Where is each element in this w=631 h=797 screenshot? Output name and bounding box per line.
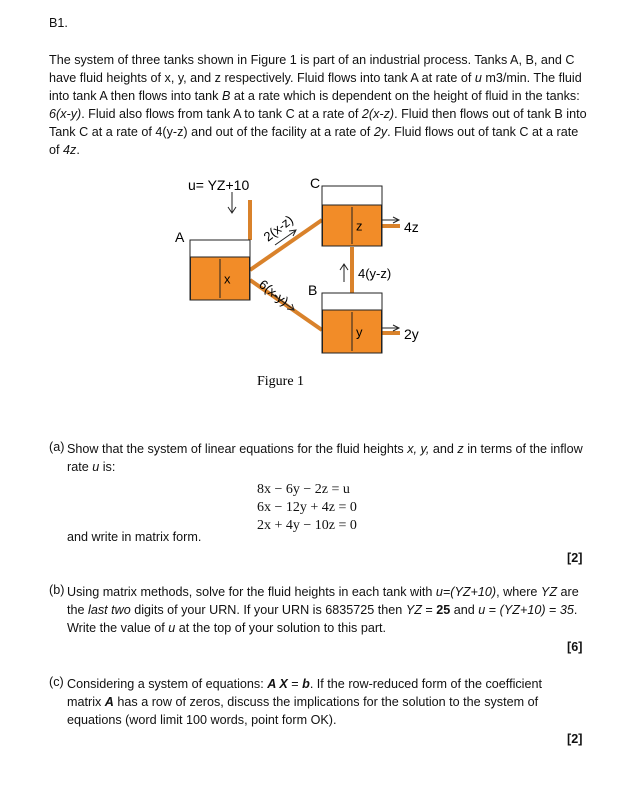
text-segment: =: [287, 677, 303, 691]
text-segment: at a rate which is dependent on the height of fluid in the tanks:: [230, 89, 580, 103]
text-segment: u: [92, 460, 100, 474]
text-segment: B: [221, 89, 231, 103]
part-b-text: [67, 583, 587, 637]
part-c-label: (c): [49, 675, 64, 689]
text-segment: digits of your URN. If your URN is 6835725 then: [130, 603, 406, 617]
text-segment: A X: [267, 677, 288, 691]
arrow-b-c-icon: [340, 264, 348, 282]
inflow-arrow-icon: [228, 192, 236, 213]
part-c-text: [67, 675, 577, 729]
text-segment: YZ: [540, 585, 558, 599]
text-segment: . If the row-reduced form of the coefficient matrix: [67, 677, 542, 709]
text-segment: A: [104, 695, 114, 709]
inflow-label: u= YZ+10: [188, 177, 250, 193]
text-segment: b: [302, 677, 310, 691]
text-segment: . Write the value of: [67, 603, 578, 635]
text-segment: 35: [559, 603, 574, 617]
part-c-marks: [2]: [567, 732, 583, 746]
flow-a-c-label: 2(x-z): [260, 212, 297, 245]
text-segment: , where: [496, 585, 541, 599]
tank-c-height-label: z: [356, 218, 363, 234]
text-segment: m3/min. The fluid into tank A then flows into tank: [49, 71, 582, 103]
text-segment: (YZ+10): [499, 603, 546, 617]
text-segment: . Fluid flows out of tank C at a rate of: [49, 125, 579, 157]
text-segment: 6(x-y): [49, 107, 82, 121]
text-segment: u=(YZ+10): [435, 585, 497, 599]
text-segment: has a row of zeros, discuss the implications for the solution to the system of equations (word limit 100 words, point form OK).: [67, 695, 539, 727]
equation-3: 2x + 4y − 10z = 0: [257, 518, 357, 533]
text-segment: 2y: [373, 125, 388, 139]
tank-a-height-label: x: [224, 271, 231, 287]
text-segment: 25: [436, 603, 451, 617]
text-segment: x, y,: [407, 442, 430, 456]
text-segment: .: [76, 143, 80, 157]
text-segment: . Fluid also flows from tank A to tank C at a rate of: [81, 107, 362, 121]
text-segment: last two: [88, 603, 131, 617]
text-segment: =: [545, 603, 560, 617]
flow-a-b-label: 6(x-y): [256, 276, 292, 309]
outflow-c-arrow-icon: [382, 217, 399, 223]
equation-system: [257, 481, 357, 535]
part-b-marks: [6]: [567, 640, 583, 654]
intro-paragraph: [49, 51, 589, 159]
text-segment: z: [457, 442, 464, 456]
tank-c-label: C: [310, 175, 321, 191]
part-a-marks: [2]: [567, 551, 583, 565]
tank-b-label: B: [308, 282, 318, 298]
text-segment: at the top of your solution to this part.: [175, 621, 387, 635]
part-a-text: [67, 440, 587, 476]
outflow-b-label: 2y: [404, 326, 419, 342]
text-segment: is:: [99, 460, 116, 474]
text-segment: u: [478, 603, 486, 617]
part-a-label: (a): [49, 440, 65, 454]
text-segment: . Fluid then flows out of tank B into Tank C at a rate of 4(y-z) and out of the facility at a rate of: [49, 107, 587, 139]
text-segment: Considering a system of equations:: [67, 677, 268, 691]
text-segment: The system of three tanks shown in Figure 1 is part of an industrial process. Tanks A, B, and C have fluid heights of x, y, and z respectively. Fluid flows into tank A at rate of: [49, 53, 575, 85]
part-a-after: and write in matrix form.: [67, 530, 202, 544]
tank-figure: [150, 170, 470, 400]
text-segment: =: [421, 603, 437, 617]
text-segment: u: [168, 621, 176, 635]
outflow-c-label: 4z: [404, 219, 419, 235]
text-segment: and: [429, 442, 458, 456]
flow-b-c-label: 4(y-z): [358, 266, 392, 281]
text-segment: =: [485, 603, 500, 617]
equation-2: 6x − 12y + 4z = 0: [257, 500, 357, 515]
text-segment: Using matrix methods, solve for the fluid heights in each tank with: [67, 585, 436, 599]
text-segment: 4z: [63, 143, 77, 157]
text-segment: Show that the system of linear equations for the fluid heights: [67, 442, 408, 456]
text-segment: YZ: [405, 603, 422, 617]
outflow-b-arrow-icon: [382, 325, 399, 331]
text-segment: in terms of the inflow rate: [67, 442, 583, 474]
text-segment: u: [474, 71, 482, 85]
question-number: B1.: [49, 16, 68, 30]
text-segment: 2(x-z): [361, 107, 395, 121]
equation-1: 8x − 6y − 2z = u: [257, 482, 350, 497]
tank-a-label: A: [175, 229, 185, 245]
tank-b-height-label: y: [356, 324, 363, 340]
figure-caption: Figure 1: [257, 374, 305, 389]
part-b-label: (b): [49, 583, 65, 597]
text-segment: are the: [67, 585, 579, 617]
text-segment: and: [450, 603, 479, 617]
